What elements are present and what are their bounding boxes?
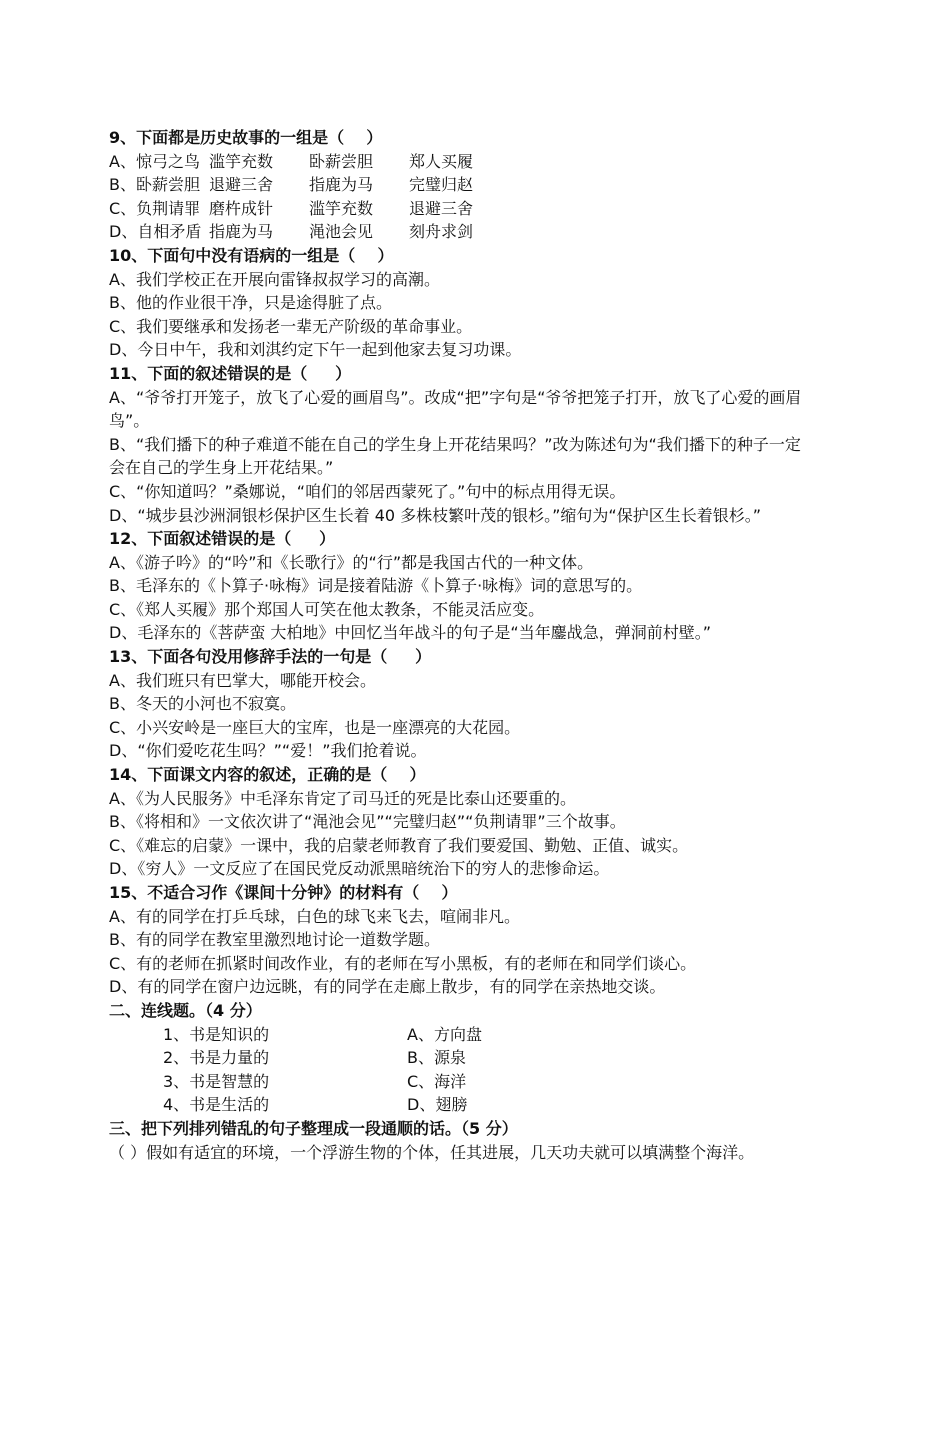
option-cell: 磨杵成针 [209,198,274,218]
question-9-option-row [109,173,809,197]
matching-row [109,1070,809,1094]
question-11-title: 11、下面的叙述错误的是（ ） [109,363,352,383]
question-15-option-d: D、有的同学在窗户边远眺，有的同学在走廊上散步，有的同学在亲热地交谈。 [109,977,666,997]
option-cell: 郑人买履 [409,151,474,171]
question-11-option-b: B、“我们播下的种子难道不能在自己的学生身上开花结果吗？”改为陈述句为“我们播下的种子一定会在自己的学生身上开花结果。” [109,434,801,478]
option-cell: 退避三舍 [209,175,274,195]
question-13-title: 13、下面各句没用修辞手法的一句是（ ） [109,647,432,667]
option-cell: 指鹿为马 [209,222,274,242]
question-14-option-a: A、《为人民服务》中毛泽东肯定了司马迁的死是比泰山还要重的。 [109,788,576,808]
question-13-option-c: C、小兴安岭是一座巨大的宝库，也是一座漂亮的大花园。 [109,717,521,737]
question-12-option-c: C、《郑人买履》那个郑国人可笑在他太教条，不能灵活应变。 [109,599,545,619]
option-cell: C、负荆请罪 [109,198,201,218]
question-13-option-b: B、冬天的小河也不寂寞。 [109,694,296,714]
question-15-option-b: B、有的同学在教室里激烈地讨论一道数学题。 [109,930,440,950]
exam-page [109,126,809,1164]
question-11-option-d: D、“城步县沙洲洞银杉保护区生长着 40 多株枝繁叶茂的银杉。”缩句为“保护区生长着银杉。” [109,505,762,525]
question-9-title: 9、下面都是历史故事的一组是（ ） [109,128,383,147]
matching-left-item[interactable]: 1、书是知识的 [163,1024,270,1044]
question-11-option-c: C、“你知道吗？”桑娜说，“咱们的邻居西蒙死了。”句中的标点用得无误。 [109,481,626,501]
question-10-option-a: A、我们学校正在开展向雷锋叔叔学习的高潮。 [109,269,440,289]
question-10-option-d: D、今日中午，我和刘淇约定下午一起到他家去复习功课。 [109,340,522,360]
section-3-title: 三、把下列排列错乱的句子整理成一段通顺的话。（5 分） [109,1118,518,1138]
question-13-option-a: A、我们班只有巴掌大，哪能开校会。 [109,670,376,690]
question-14-title: 14、下面课文内容的叙述，正确的是（ ） [109,765,426,785]
matching-left-item[interactable]: 4、书是生活的 [163,1095,270,1115]
option-cell: 完璧归赵 [409,175,474,195]
matching-row [109,1046,809,1070]
option-cell: A、惊弓之鸟 [109,151,200,171]
question-14-option-d: D、《穷人》一文反应了在国民党反动派黑暗统治下的穷人的悲惨命运。 [109,859,610,879]
option-cell: 刻舟求剑 [409,222,474,242]
option-cell: 滥竽充数 [209,151,274,171]
matching-right-item[interactable]: B、源泉 [407,1048,466,1068]
matching-right-item[interactable]: D、翅膀 [407,1095,468,1115]
option-cell: 退避三舍 [409,198,474,218]
section-2-title: 二、连线题。（4 分） [109,1000,262,1020]
question-15-title: 15、不适合习作《课间十分钟》的材料有（ ） [109,883,458,902]
question-12-option-a: A、《游子吟》的“吟”和《长歌行》的“行”都是我国古代的一种文体。 [109,552,594,572]
section-3-sentence: （ ）假如有适宜的环境，一个浮游生物的个体，任其进展，几天功夫就可以填满整个海洋。 [109,1142,755,1162]
question-10-option-b: B、他的作业很干净，只是途得脏了点。 [109,293,392,313]
question-15-option-a: A、有的同学在打乒乓球，白色的球飞来飞去，喧闹非凡。 [109,906,520,926]
option-cell: D、自相矛盾 [109,222,202,242]
question-15-option-c: C、有的老师在抓紧时间改作业，有的老师在写小黑板，有的老师在和同学们谈心。 [109,953,697,973]
question-10-option-c: C、我们要继承和发扬老一辈无产阶级的革命事业。 [109,316,473,336]
option-cell: B、卧薪尝胆 [109,175,200,195]
matching-left-item[interactable]: 3、书是智慧的 [163,1071,270,1091]
matching-row [109,1023,809,1047]
matching-right-item[interactable]: C、海洋 [407,1071,467,1091]
option-cell: 滥竽充数 [309,198,374,218]
matching-left-item[interactable]: 2、书是力量的 [163,1048,270,1068]
question-10-title: 10、下面句中没有语病的一组是（ ） [109,245,394,265]
question-12-title: 12、下面叙述错误的是（ ） [109,529,336,549]
question-9-option-row [109,220,809,244]
question-14-option-c: C、《难忘的启蒙》一课中，我的启蒙老师教育了我们要爱国、勤勉、正值、诚实。 [109,835,689,855]
option-cell: 渑池会见 [309,222,374,242]
question-9-option-row [109,197,809,221]
option-cell: 指鹿为马 [309,175,374,195]
question-12-option-b: B、毛泽东的《卜算子·咏梅》词是接着陆游《卜算子·咏梅》词的意思写的。 [109,576,643,596]
question-11-option-a: A、“爷爷打开笼子，放飞了心爱的画眉鸟”。改成“把”字句是“爷爷把笼子打开，放飞了心爱的画眉鸟”。 [109,387,802,431]
question-9-option-row [109,150,809,174]
question-13-option-d: D、“你们爱吃花生吗？”“爱！”我们抢着说。 [109,741,427,761]
question-14-option-b: B、《将相和》一文依次讲了“渑池会见”“完璧归赵”“负荆请罪”三个故事。 [109,812,626,832]
matching-right-item[interactable]: A、方向盘 [407,1024,482,1044]
question-12-option-d: D、毛泽东的《菩萨蛮 大柏地》中回忆当年战斗的句子是“当年鏖战急，弹洞前村壁。” [109,623,711,643]
matching-row [109,1093,809,1117]
option-cell: 卧薪尝胆 [309,151,374,171]
